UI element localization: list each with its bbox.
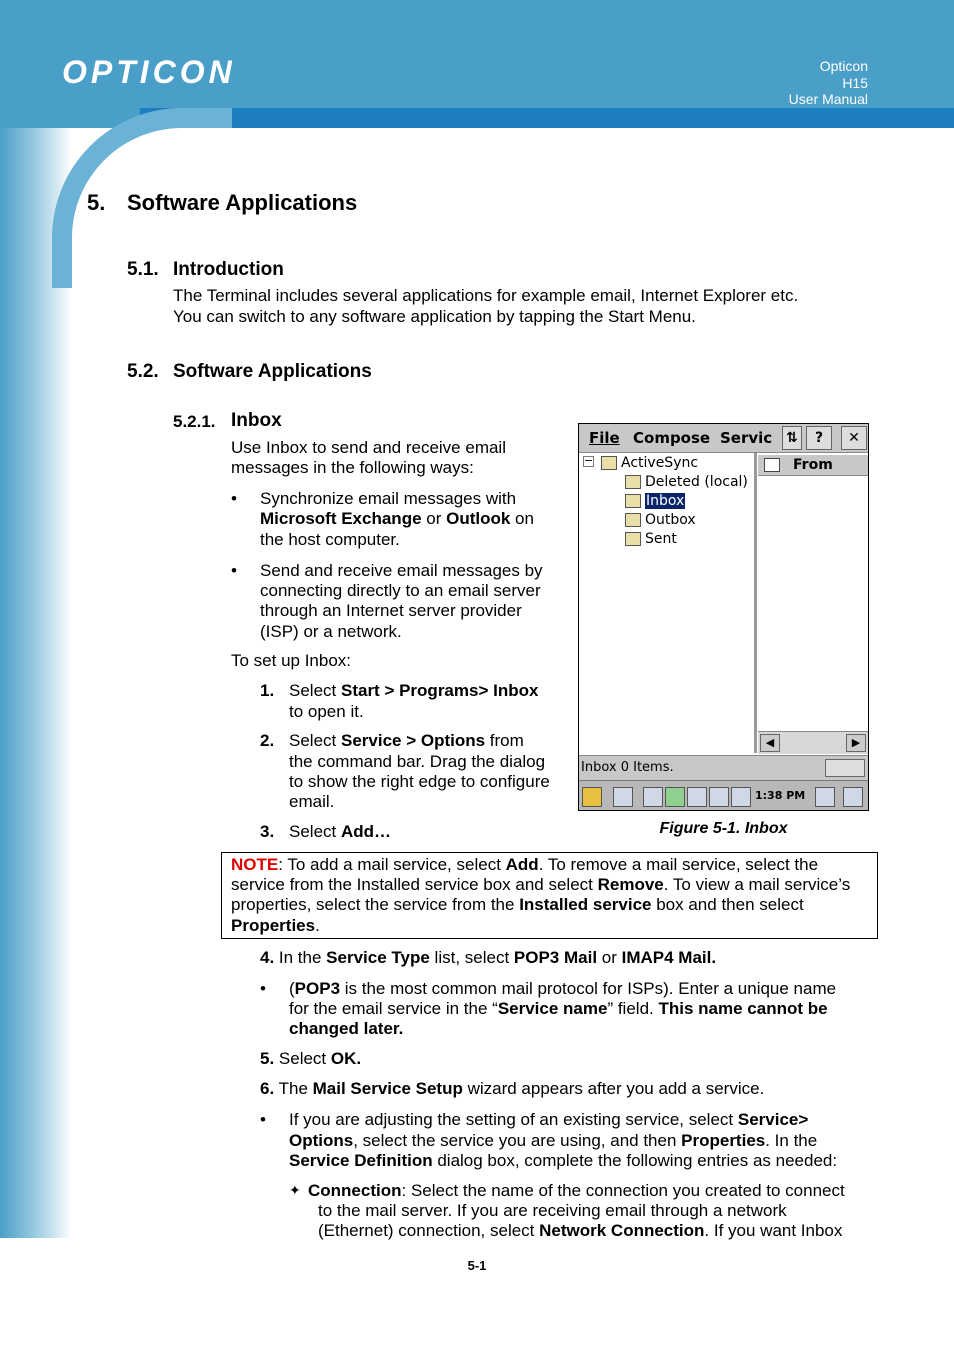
signal-icon[interactable] bbox=[665, 787, 685, 807]
tree-item-sent[interactable]: Sent bbox=[625, 531, 677, 547]
bullet-1-line-1: Synchronize email messages with bbox=[260, 489, 517, 508]
intro-line-1: The Terminal includes several applications for example email, Internet Explorer etc. bbox=[173, 286, 799, 305]
scroll-right-icon[interactable]: ▶ bbox=[846, 734, 866, 752]
bullet-marker: • bbox=[231, 561, 237, 580]
connection-icon[interactable] bbox=[825, 759, 865, 777]
left-margin-bar bbox=[0, 128, 72, 1238]
inbox-screenshot bbox=[578, 423, 869, 811]
bullet-3-line-3: changed later. bbox=[289, 1019, 404, 1038]
trash-icon bbox=[625, 475, 641, 489]
inbox-intro-1: Use Inbox to send and receive email bbox=[231, 438, 506, 457]
step-2-line-3: to show the right edge to configure bbox=[289, 772, 550, 791]
opticon-logo: OPTICON bbox=[62, 54, 236, 90]
collapse-icon[interactable]: − bbox=[584, 454, 594, 467]
folder-tree bbox=[579, 453, 757, 753]
menu-compose[interactable]: Compose bbox=[633, 429, 711, 447]
header-company: Opticon bbox=[819, 58, 868, 74]
connection-line-1: Connection: Select the name of the connection you created to connect bbox=[308, 1181, 845, 1200]
chapter-title: Software Applications bbox=[127, 190, 358, 215]
note-line-2: service from the Installed service box and select Remove. To view a mail service’s bbox=[231, 875, 851, 894]
section-5-2-number: 5.2. bbox=[127, 361, 159, 382]
command-bar bbox=[579, 424, 868, 453]
status-bar bbox=[579, 755, 868, 780]
inbox-icon bbox=[625, 494, 641, 508]
start-icon[interactable] bbox=[582, 787, 602, 807]
bullet-2-line-1: Send and receive email messages by bbox=[260, 561, 543, 580]
step-1-line-2: to open it. bbox=[289, 702, 364, 721]
message-list-header bbox=[758, 455, 868, 476]
sent-icon bbox=[625, 532, 641, 546]
envelope-icon bbox=[764, 458, 780, 472]
outbox-icon bbox=[625, 513, 641, 527]
bullet-2-line-3: through an Internet server provider bbox=[260, 601, 522, 620]
step-1-number: 1. bbox=[260, 681, 275, 700]
section-5-2-title: Software Applications bbox=[173, 361, 372, 382]
plus-bullet-icon: ✦ bbox=[289, 1182, 301, 1198]
step-2-number: 2. bbox=[260, 731, 275, 750]
usb-icon[interactable] bbox=[687, 787, 707, 807]
step-2-line-4: email. bbox=[289, 792, 335, 811]
network-icon[interactable] bbox=[643, 787, 663, 807]
intro-line-2: You can switch to any software application by tapping the Start Menu. bbox=[173, 307, 696, 326]
step-6-line: 6. The Mail Service Setup wizard appears after you add a service. bbox=[260, 1079, 765, 1098]
menu-service[interactable]: Servic bbox=[720, 429, 773, 447]
folder-icon bbox=[601, 456, 617, 470]
connection-line-2: to the mail server. If you are receiving email through a network bbox=[318, 1201, 787, 1220]
step-2-line-1: Select Service > Options from bbox=[289, 731, 524, 750]
bullet-4-line-3: Service Definition dialog box, complete the following entries as needed: bbox=[289, 1151, 838, 1170]
message-list[interactable] bbox=[758, 476, 868, 730]
section-5-2-1-number: 5.2.1. bbox=[173, 412, 216, 431]
section-5-1-title: Introduction bbox=[173, 259, 284, 280]
bullet-1-line-2: Microsoft Exchange or Outlook on bbox=[260, 509, 534, 528]
tree-item-inbox[interactable]: Inbox bbox=[625, 493, 685, 509]
header-doc-title: User Manual bbox=[788, 91, 868, 107]
status-text: Inbox 0 Items. bbox=[581, 760, 674, 775]
horizontal-scrollbar[interactable] bbox=[758, 731, 868, 754]
bullet-3-line-1: (POP3 is the most common mail protocol for ISPs). Enter a unique name bbox=[289, 979, 837, 998]
switch-window-icon[interactable] bbox=[843, 787, 863, 807]
bullet-marker: • bbox=[260, 1110, 266, 1129]
step-3-line-1: Select Add… bbox=[289, 822, 392, 841]
note-line-4: Properties. bbox=[231, 916, 320, 935]
section-5-2-1-title: Inbox bbox=[231, 410, 282, 431]
tree-item-outbox[interactable]: Outbox bbox=[625, 512, 696, 528]
bullet-4-line-2: Options, select the service you are using, and then Properties. In the bbox=[289, 1131, 818, 1150]
scroll-left-icon[interactable]: ◀ bbox=[760, 734, 780, 752]
help-button[interactable]: ? bbox=[806, 426, 832, 450]
input-panel-icon[interactable] bbox=[815, 787, 835, 807]
header-doc-info bbox=[789, 58, 868, 108]
step-4-line: 4. In the Service Type list, select POP3 Mail or IMAP4 Mail. bbox=[260, 948, 717, 967]
step-3-number: 3. bbox=[260, 822, 275, 841]
section-5-1-number: 5.1. bbox=[127, 259, 159, 280]
header-strip bbox=[140, 108, 954, 128]
column-from[interactable]: From bbox=[793, 457, 833, 473]
sync-icon[interactable]: ⇅ bbox=[782, 426, 802, 450]
figure-caption: Figure 5-1. Inbox bbox=[659, 820, 788, 837]
setup-label: To set up Inbox: bbox=[231, 651, 352, 670]
step-5-line: 5. Select OK. bbox=[260, 1049, 362, 1068]
bullet-4-line-1: If you are adjusting the setting of an existing service, select Service> bbox=[289, 1110, 809, 1129]
bullet-2-line-4: (ISP) or a network. bbox=[260, 622, 402, 641]
taskbar-clock: 1:38 PM bbox=[755, 789, 806, 802]
chapter-number: 5. bbox=[87, 190, 106, 215]
step-2-line-2: the command bar. Drag the dialog bbox=[289, 752, 546, 771]
power-icon[interactable] bbox=[731, 787, 751, 807]
tree-item-activesync[interactable]: ActiveSync bbox=[601, 455, 698, 471]
barcode-icon[interactable] bbox=[709, 787, 729, 807]
page-number: 5-1 bbox=[467, 1258, 487, 1273]
close-button[interactable]: ✕ bbox=[841, 426, 867, 450]
step-1-line-1: Select Start > Programs> Inbox bbox=[289, 681, 539, 700]
bullet-2-line-2: connecting directly to an email server bbox=[260, 581, 541, 600]
bullet-marker: • bbox=[260, 979, 266, 998]
inbox-intro-2: messages in the following ways: bbox=[231, 458, 474, 477]
bullet-1-line-3: the host computer. bbox=[260, 530, 400, 549]
note-line-1: NOTE: To add a mail service, select Add. To remove a mail service, select the bbox=[231, 855, 819, 874]
note-line-3: properties, select the service from the Installed service box and then select bbox=[231, 895, 804, 914]
bullet-marker: • bbox=[231, 489, 237, 508]
header-model: H15 bbox=[842, 74, 868, 91]
taskbar bbox=[579, 780, 868, 811]
desktop-icon[interactable] bbox=[613, 787, 633, 807]
menu-file[interactable]: File bbox=[589, 429, 620, 447]
connection-line-3: (Ethernet) connection, select Network Connection. If you want Inbox bbox=[318, 1221, 843, 1240]
bullet-3-line-2: for the email service in the “Service name” field. This name cannot be bbox=[289, 999, 828, 1018]
tree-item-deleted[interactable]: Deleted (local) bbox=[625, 474, 748, 490]
